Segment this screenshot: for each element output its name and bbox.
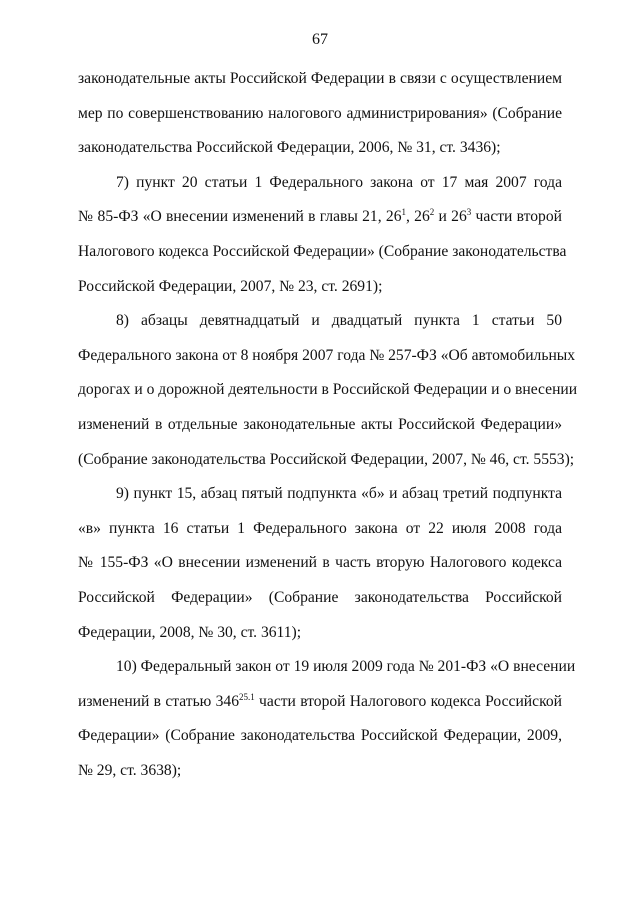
superscript: 25.1	[239, 691, 255, 702]
text-fragment: изменений в статью 346	[78, 692, 240, 710]
text-line: 9) пункт 15, абзац пятый подпункта «б» и абзац третий подпункта	[116, 485, 562, 503]
superscript: 2	[429, 207, 435, 218]
text-fragment: № 85-ФЗ «О внесении изменений в главы 21, 26	[78, 208, 402, 226]
superscript: 1	[401, 207, 406, 218]
paragraph-item-9	[78, 477, 562, 650]
text-line: Федерального закона от 8 ноября 2007 года № 257-ФЗ «Об автомобильных	[78, 346, 576, 364]
text-line: 10) Федеральный закон от 19 июля 2009 года № 201-ФЗ «О внесении	[116, 658, 576, 676]
text-line: изменений в отдельные законодательные акты Российской Федерации»	[78, 415, 562, 433]
text-fragment: части второй Налогового кодекса Российской	[254, 692, 562, 710]
paragraph-item-7	[78, 166, 567, 304]
text-line: Федерации, 2008, № 30, ст. 3611);	[78, 623, 302, 641]
text-line: 7) пункт 20 статьи 1 Федерального закона от 17 мая 2007 года	[116, 173, 562, 191]
document-body	[78, 62, 578, 788]
page-number: 67	[312, 31, 328, 48]
text-line: законодательства Российской Федерации, 2006, № 31, ст. 3436);	[78, 139, 501, 157]
text-line: Налогового кодекса Российской Федерации» (Собрание законодательства	[78, 242, 567, 260]
text-fragment: и 26	[434, 208, 467, 226]
text-line: 8) абзацы девятнадцатый и двадцатый пункта 1 статьи 50	[116, 312, 562, 330]
text-line: № 29, ст. 3638);	[78, 761, 182, 779]
text-line	[78, 200, 562, 235]
paragraph-item-8	[78, 304, 578, 477]
text-line: законодательные акты Российской Федерации в связи с осуществлением	[78, 70, 562, 87]
text-fragment: части второй	[471, 208, 562, 226]
paragraph-item-10	[78, 650, 576, 788]
text-fragment: , 26	[406, 208, 430, 226]
superscript: 3	[466, 207, 472, 218]
text-line: (Собрание законодательства Российской Федерации, 2007, № 46, ст. 5553);	[78, 450, 575, 468]
text-line: дорогах и о дорожной деятельности в Российской Федерации и о внесении	[78, 381, 578, 399]
text-line: «в» пункта 16 статьи 1 Федерального закона от 22 июля 2008 года	[78, 519, 562, 537]
text-line: Российской Федерации» (Собрание законодательства Российской	[78, 588, 562, 606]
text-line	[78, 685, 562, 720]
paragraph-continuation	[78, 62, 562, 166]
text-line: Федерации» (Собрание законодательства Российской Федерации, 2009,	[78, 727, 562, 745]
text-line: Российской Федерации, 2007, № 23, ст. 2691);	[78, 277, 383, 295]
text-line: № 155-ФЗ «О внесении изменений в часть вторую Налогового кодекса	[78, 554, 562, 572]
text-line: мер по совершенствованию налогового администрирования» (Собрание	[78, 104, 562, 122]
